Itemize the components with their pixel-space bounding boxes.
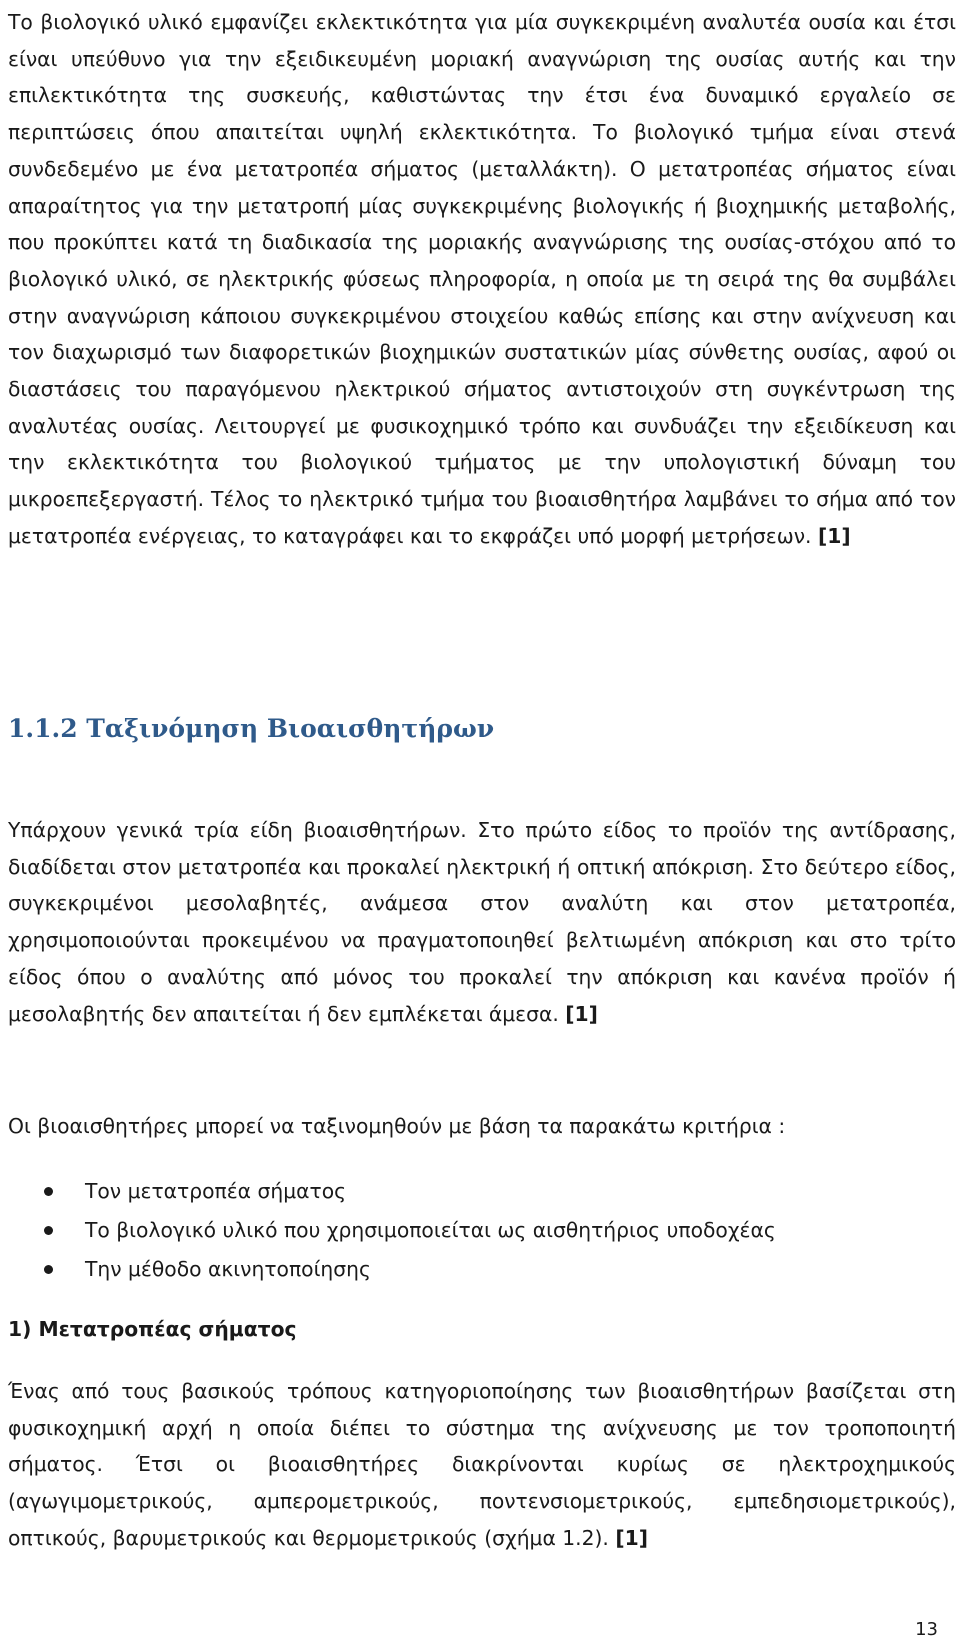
document-page bbox=[8, 4, 956, 555]
paragraph-text: Υπάρχουν γενικά τρία είδη βιοαισθητήρων. Στο πρώτο είδος το προϊόν της αντίδρασης, διαδίδεται στον μετατροπέα και προκαλεί ηλεκτρική ή οπτική απόκριση. Στο δεύτερο είδος, συγκεκριμένοι μεσολαβητές, ανάμεσα στον αναλύτη και στον μετατροπέα, χρησιμοποιούνται προκειμένου να πραγματοποιηθεί βελτιωμένη απόκριση και στο τρίτο είδος όπου ο αναλύτης από μόνος του προκαλεί την απόκριση και κανένα προϊόν ή μεσολαβητής δεν απαιτείται ή δεν εμπλέκεται άμεσα. bbox=[8, 818, 956, 1026]
list-item-text: Το βιολογικό υλικό που χρησιμοποιείται ως αισθητήριος υποδοχέας bbox=[85, 1218, 776, 1242]
bullet-icon bbox=[44, 1265, 53, 1274]
paragraph-text: Ένας από τους βασικούς τρόπους κατηγοριοποίησης των βιοαισθητήρων βασίζεται στη φυσικοχημική αρχή η οποία διέπει το σύστημα της ανίχνευσης με τον τροποποιητή σήματος. Έτσι οι βιοαισθητήρες διακρίνονται κυρίως σε ηλεκτροχημικούς (αγωγιμομετρικούς, αμπερομετρικούς, ποντενσιομετρικούς, εμπεδησιομετρικούς), οπτικούς, βαρυμετρικούς και θερμομετρικούς (σχήμα 1.2). bbox=[8, 1379, 956, 1550]
subheading: 1) Μετατροπέας σήματος bbox=[8, 1317, 297, 1341]
paragraph-text: Το βιολογικό υλικό εμφανίζει εκλεκτικότητα για μία συγκεκριμένη αναλυτέα ουσία και έτσι είναι υπεύθυνο για την εξειδικευμένη μοριακή αναγνώριση της ουσίας αυτής και την επιλεκτικότητα της συσκευής, καθιστώντας την έτσι ένα δυναμικό εργαλείο σε περιπτώσεις όπου απαιτείται υψηλή εκλεκτικότητα. Το βιολογικό τμήμα είναι στενά συνδεδεμένο με ένα μετατροπέα σήματος (μεταλλάκτη). Ο μετατροπέας σήματος είναι απαραίτητος για την μετατροπή μίας συγκεκριμένης βιολογικής ή βιοχημικής μεταβολής, που προκύπτει κατά τη διαδικασία της μοριακής αναγνώρισης της ουσίας-στόχου από το βιολογικό υλικό, σε ηλεκτρικής φύσεως πληροφορία, η οποία με τη σειρά της θα συμβάλει στην αναγνώριση κάποιου συγκεκριμένου στοιχείου καθώς επίσης και στην ανίχνευση και τον διαχωρισμό των διαφορετικών βιοχημικών συστατικών μίας σύνθετης ουσίας, αφού οι διαστάσεις του παραγόμενου ηλεκτρικού σήματος αντιστοιχούν στη συγκέντρωση της αναλυτέας ουσίας. Λειτουργεί με φυσικοχημικό τρόπο και συνδυάζει την εξειδίκευση και την εκλεκτικότητα του βιολογικού τμήματος με την υπολογιστική δύναμη του μικροεπεξεργαστή. Τέλος το ηλεκτρικό τμήμα του βιοαισθητήρα λαμβάνει το σήμα από τον μετατροπέα ενέργειας, το καταγράφει και το εκφράζει υπό μορφή μετρήσεων. bbox=[8, 10, 956, 548]
list-item bbox=[0, 1172, 960, 1211]
bullet-icon bbox=[44, 1187, 53, 1196]
citation-ref: [1] bbox=[817, 523, 851, 548]
paragraph-transducer bbox=[8, 1373, 956, 1557]
paragraph-criteria: Οι βιοαισθητήρες μπορεί να ταξινομηθούν με βάση τα παρακάτω κριτήρια : bbox=[8, 1114, 786, 1138]
list-item-text: Την μέθοδο ακινητοποίησης bbox=[85, 1257, 371, 1281]
criteria-list bbox=[0, 1172, 960, 1289]
paragraph-transducer-wrap bbox=[8, 1373, 956, 1557]
citation-ref: [1] bbox=[565, 1001, 598, 1026]
list-item bbox=[0, 1211, 960, 1250]
section-heading-wrap bbox=[8, 711, 494, 747]
paragraph-biosensor-types-wrap bbox=[8, 812, 956, 1032]
paragraph-criteria-wrap bbox=[8, 1108, 956, 1145]
paragraph-biosensor-types bbox=[8, 812, 956, 1032]
citation-ref: [1] bbox=[615, 1525, 648, 1550]
section-heading: 1.1.2 Ταξινόμηση Βιοαισθητήρων bbox=[8, 714, 495, 743]
list-item-text: Τον μετατροπέα σήματος bbox=[85, 1179, 347, 1203]
paragraph-biological-element bbox=[8, 4, 956, 555]
bullet-icon bbox=[44, 1226, 53, 1235]
page-number: 13 bbox=[915, 1619, 938, 1640]
list-item bbox=[0, 1250, 960, 1289]
